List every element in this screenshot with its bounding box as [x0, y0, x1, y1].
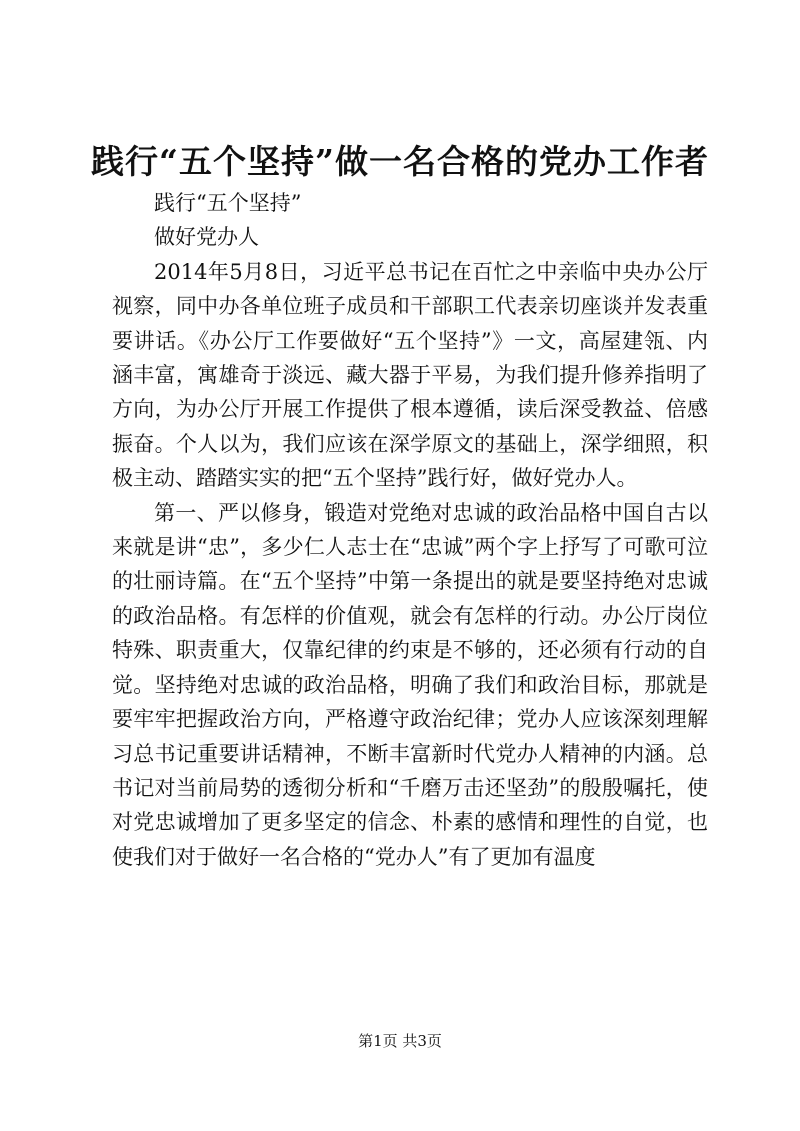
- paragraph-intro: 2014年5月8日，习近平总书记在百忙之中亲临中央办公厅视察，同中办各单位班子成员和干部职工代表亲切座谈并发表重要讲话。《办公厅工作要做好“五个坚持”》一文，高屋建瓴、内涵丰富，寓雄奇于淡远、藏大器于平易，为我们提升修养指明了方向，为办公厅开展工作提供了根本遵循，读后深受教益、倍感振奋。个人以为，我们应该在深学原文的基础上，深学细照，积极主动、踏踏实实的把“五个坚持”践行好，做好党办人。: [112, 259, 708, 491]
- subheading-2: 做好党办人: [154, 225, 259, 250]
- subheading-1: 践行“五个坚持”: [154, 191, 302, 215]
- document-body: [112, 186, 708, 874]
- paragraph-first-point: 第一、严以修身，锻造对党绝对忠诚的政治品格中国自古以来就是讲“忠”，多少仁人志士在“忠诚”两个字上抒写了可歌可泣的壮丽诗篇。在“五个坚持”中第一条提出的就是要坚持绝对忠诚的政治品格。有怎样的价值观，就会有怎样的行动。办公厅岗位特殊、职责重大，仅靠纪律的约束是不够的，还必须有行动的自觉。坚持绝对忠诚的政治品格，明确了我们和政治目标，那就是要牢牢把握政治方向，严格遵守政治纪律；党办人应该深刻理解习总书记重要讲话精神，不断丰富新时代党办人精神的内涵。总书记对当前局势的透彻分析和“千磨万击还坚劲”的殷殷嘱托，使对党忠诚增加了更多坚定的信念、朴素的感情和理性的自觉，也使我们对于做好一名合格的“党办人”有了更加有温度: [112, 500, 708, 869]
- page-footer: 第1页 共3页: [358, 1032, 442, 1050]
- document-title: 践行“五个坚持”做一名合格的党办工作者: [91, 142, 709, 181]
